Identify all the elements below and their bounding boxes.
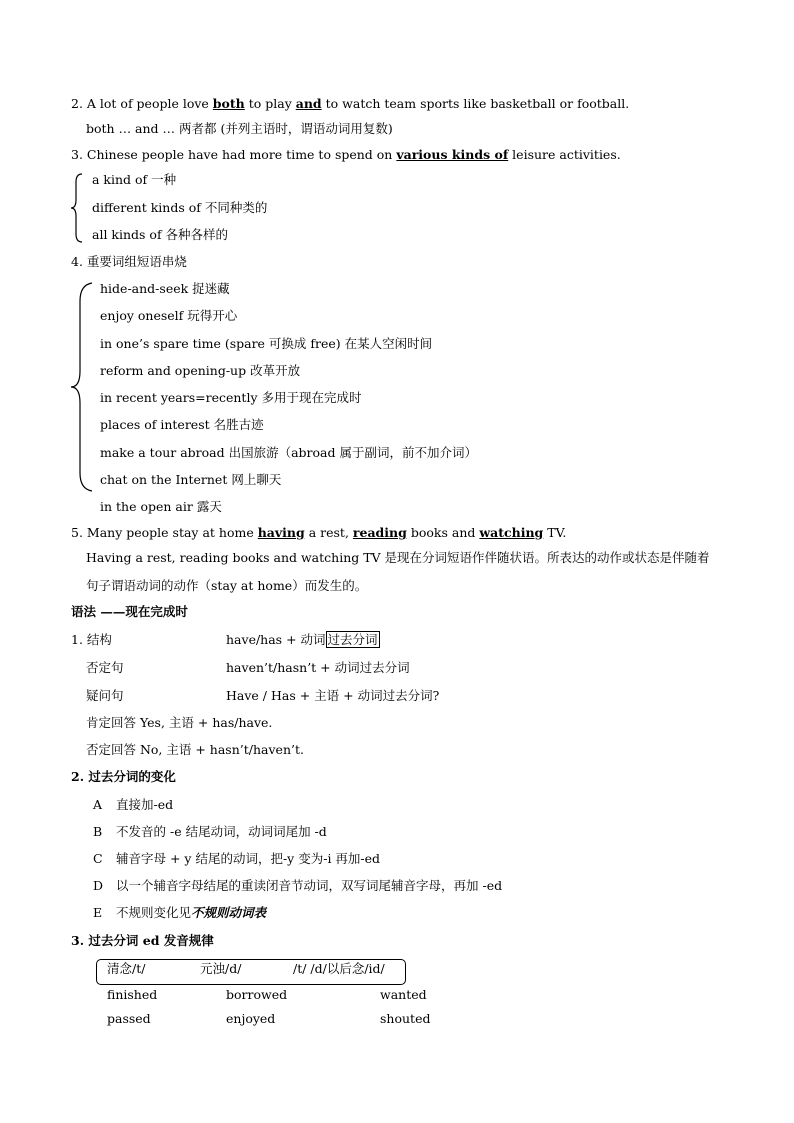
pp-rule-letter: B bbox=[93, 824, 103, 839]
pp-title: 2. 过去分词的变化 bbox=[71, 769, 176, 784]
yes-answer: 肯定回答 Yes, 主语 + has/have. bbox=[86, 715, 273, 730]
item4-list-item: chat on the Internet 网上聊天 bbox=[100, 472, 282, 487]
pron-title: 3. 过去分词 ed 发音规律 bbox=[71, 933, 214, 948]
neg-label: 否定句 bbox=[86, 660, 124, 675]
keyword-watching: watching bbox=[479, 525, 544, 540]
text: 不规则变化见 bbox=[116, 905, 192, 920]
pp-rule-letter: D bbox=[93, 878, 104, 893]
grammar-title: 语法 ——现在完成时 bbox=[71, 604, 188, 619]
neg-formula: haven’t/hasn’t + 动词过去分词 bbox=[226, 660, 410, 675]
item3-list-item: all kinds of 各种各样的 bbox=[92, 227, 229, 242]
boxed-term: 过去分词 bbox=[327, 632, 378, 647]
struct-label: 1. 结构 bbox=[71, 632, 112, 647]
text: TV. bbox=[543, 525, 567, 540]
pron-word: passed bbox=[107, 1011, 151, 1026]
item3-list-item: a kind of 一种 bbox=[92, 172, 177, 187]
item4-list-item: in the open air 露天 bbox=[100, 499, 222, 514]
text: 2. A lot of people love bbox=[71, 96, 213, 111]
item4-list-item: make a tour abroad 出国旅游（abroad 属于副词，前不加介词） bbox=[100, 445, 477, 460]
text: leisure activities. bbox=[508, 147, 621, 162]
text: to watch team sports like basketball or football. bbox=[321, 96, 630, 111]
left-brace-icon bbox=[70, 281, 94, 493]
left-brace-icon bbox=[70, 172, 84, 244]
pron-word: enjoyed bbox=[226, 1011, 276, 1026]
pp-rule-text: 直接加-ed bbox=[116, 797, 174, 812]
pron-word: shouted bbox=[380, 1011, 431, 1026]
pp-rule-letter: C bbox=[93, 851, 103, 866]
item5-note: Having a rest, reading books and watching TV 是现在分词短语作伴随状语。所表达的动作或状态是伴随着 bbox=[86, 550, 710, 565]
struct-formula bbox=[226, 632, 380, 648]
pron-header: /t/ /d/以后念/id/ bbox=[293, 961, 385, 976]
pp-rule-text: 不发音的 -e 结尾动词，动词词尾加 -d bbox=[116, 824, 327, 839]
item3-list-item: different kinds of 不同种类的 bbox=[92, 200, 268, 215]
pp-rule-text bbox=[116, 905, 266, 921]
keyword-various-kinds-of: various kinds of bbox=[396, 147, 509, 162]
text: have/has + 动词 bbox=[226, 632, 326, 647]
item5-note: 句子谓语动词的动作（stay at home）而发生的。 bbox=[86, 578, 368, 593]
text: to play bbox=[244, 96, 296, 111]
item4-list-item: hide-and-seek 捉迷藏 bbox=[100, 281, 230, 296]
q-formula: Have / Has + 主语 + 动词过去分词? bbox=[226, 688, 440, 703]
text: 3. Chinese people have had more time to spend on bbox=[71, 147, 397, 162]
pp-rule-letter: E bbox=[93, 905, 103, 920]
item4-list-item: places of interest 名胜古迹 bbox=[100, 417, 264, 432]
item4-title: 4. 重要词组短语串烧 bbox=[71, 254, 187, 269]
pron-header: 清念/t/ bbox=[107, 961, 146, 976]
q-label: 疑问句 bbox=[86, 688, 124, 703]
pron-word: borrowed bbox=[226, 987, 288, 1002]
keyword-having: having bbox=[257, 525, 305, 540]
item5-line bbox=[71, 525, 566, 541]
item2-line bbox=[71, 96, 629, 112]
pron-header: 元浊/d/ bbox=[200, 961, 242, 976]
item3-line bbox=[71, 147, 621, 163]
item4-list-item: in one’s spare time (spare 可换成 free) 在某人空闲时间 bbox=[100, 336, 433, 351]
no-answer: 否定回答 No, 主语 + hasn’t/haven’t. bbox=[86, 742, 304, 757]
item4-list-item: enjoy oneself 玩得开心 bbox=[100, 308, 238, 323]
text: a rest, bbox=[304, 525, 353, 540]
keyword-reading: reading bbox=[352, 525, 407, 540]
pp-rule-text: 辅音字母 + y 结尾的动词，把-y 变为-i 再加-ed bbox=[116, 851, 381, 866]
text: 5. Many people stay at home bbox=[71, 525, 258, 540]
item4-list-item: reform and opening-up 改革开放 bbox=[100, 363, 301, 378]
pron-word: finished bbox=[107, 987, 158, 1002]
text: books and bbox=[406, 525, 480, 540]
keyword-and: and bbox=[295, 96, 322, 111]
pp-rule-letter: A bbox=[93, 797, 103, 812]
pron-word: wanted bbox=[380, 987, 427, 1002]
keyword-both: both bbox=[212, 96, 245, 111]
item2-note: both … and … 两者都 (并列主语时，谓语动词用复数) bbox=[86, 121, 393, 136]
item4-list-item: in recent years=recently 多用于现在完成时 bbox=[100, 390, 362, 405]
irregular-verb-table-ref: 不规则动词表 bbox=[191, 905, 267, 920]
pp-rule-text: 以一个辅音字母结尾的重读闭音节动词，双写词尾辅音字母，再加 -ed bbox=[116, 878, 503, 893]
